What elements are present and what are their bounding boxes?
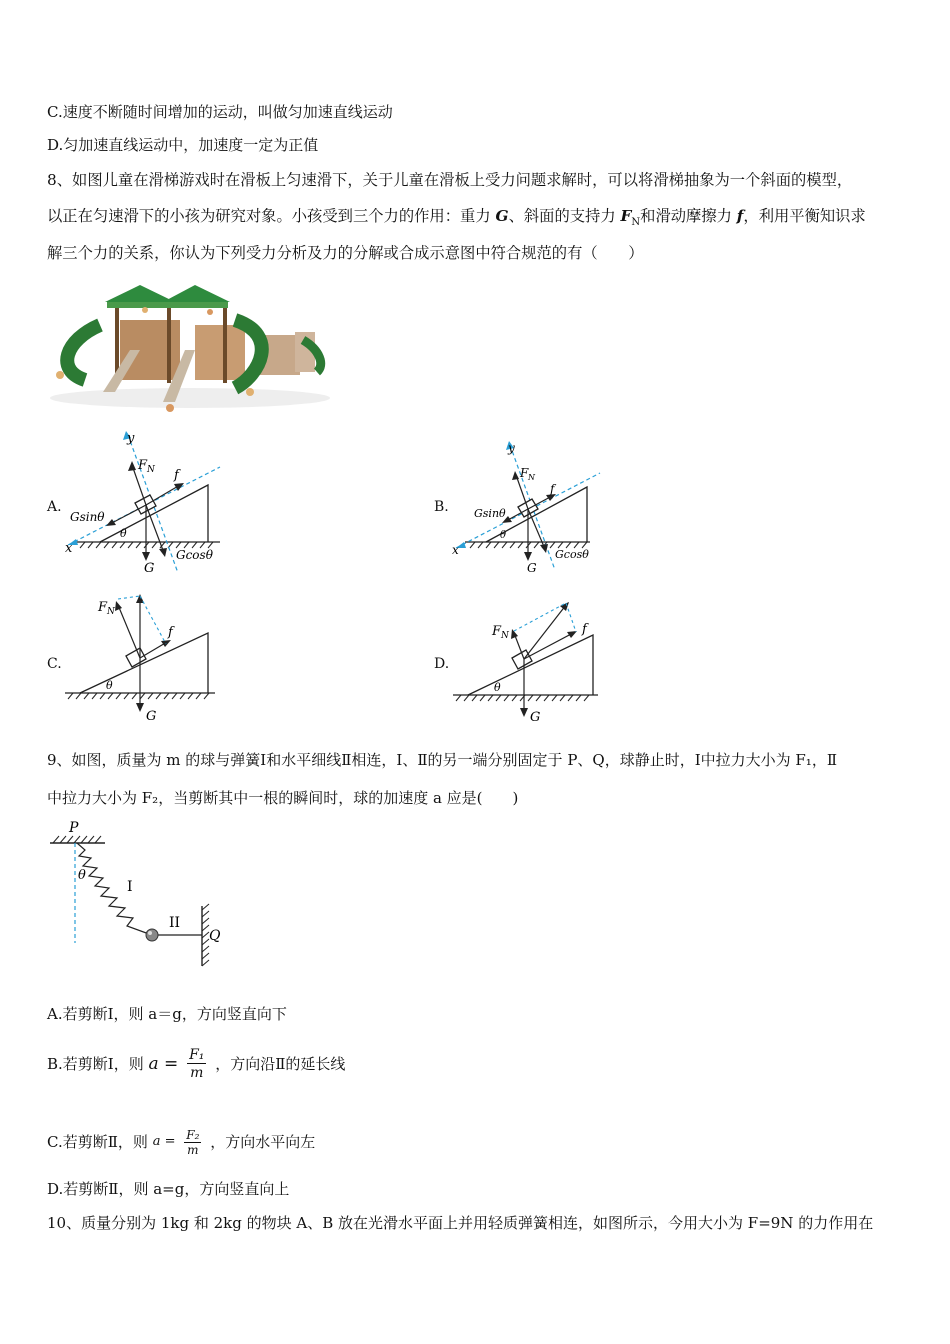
axis-x: x xyxy=(65,541,73,556)
q8-line2-d: ，利用平衡知识求 xyxy=(743,207,866,225)
q9-option-b-fraction xyxy=(187,1047,206,1082)
q8-line2-G: G xyxy=(495,207,509,225)
q8-line2-c: 和滑动摩擦力 xyxy=(640,207,737,225)
q8-option-b-label: B. xyxy=(434,499,449,515)
label-gcos: Gcosθ xyxy=(555,548,589,561)
q9-option-d: D.若剪断Ⅱ，则 a=g，方向竖直向上 xyxy=(47,1180,290,1198)
label-fn-sub: N xyxy=(501,631,509,641)
axis-y: y xyxy=(127,431,135,446)
label-gcos: Gcosθ xyxy=(176,548,213,562)
q9-option-b-pre: B.若剪断Ⅰ，则 xyxy=(47,1055,144,1073)
q8-option-c-label: C. xyxy=(47,656,62,672)
q9-option-b-den: m xyxy=(190,1064,204,1081)
q7-option-d: D.匀加速直线运动中，加速度一定为正值 xyxy=(47,136,319,154)
label-fn: F xyxy=(98,600,108,615)
q8-diagram-d xyxy=(448,595,608,730)
label-fn: F xyxy=(520,466,529,480)
q9-option-b-post: ，方向沿Ⅱ的延长线 xyxy=(215,1055,346,1073)
label-string-ii: II xyxy=(169,915,181,931)
q8-stem-line2 xyxy=(47,206,866,233)
q8-line2-FN-sub: N xyxy=(631,217,641,229)
label-p: P xyxy=(69,820,79,836)
q8-diagram-b xyxy=(450,435,610,575)
q8-stem-line3: 解三个力的关系，你认为下列受力分析及力的分解或合成示意图中符合规范的有（ ） xyxy=(47,244,644,262)
label-g: G xyxy=(146,709,157,724)
q9-option-c xyxy=(47,1118,315,1164)
q8-line2-a: 以正在匀速滑下的小孩为研究对象。小孩受到三个力的作用：重力 xyxy=(47,207,496,225)
q9-stem-line1: 9、如图，质量为 m 的球与弹簧Ⅰ和水平细线Ⅱ相连，Ⅰ、Ⅱ的另一端分别固定于 P、Q，球静止时，Ⅰ中拉力大小为 F₁，Ⅱ xyxy=(47,751,838,769)
label-g: G xyxy=(527,561,537,575)
label-fn: F xyxy=(492,624,502,639)
q9-option-a: A.若剪断Ⅰ，则 a＝g，方向竖直向下 xyxy=(47,1005,287,1023)
q8-line2-b: 、斜面的支持力 xyxy=(508,207,621,225)
label-g: G xyxy=(144,561,155,576)
label-theta: θ xyxy=(120,527,127,540)
q8-line2-f: f xyxy=(736,207,744,225)
q9-stem-line2: 中拉力大小为 F₂，当剪断其中一根的瞬间时，球的加速度 a 应是( ) xyxy=(47,789,519,807)
label-fn: F xyxy=(138,458,148,473)
q9-option-c-fraction xyxy=(184,1128,201,1157)
q9-option-b-a: a = xyxy=(148,1054,179,1074)
q9-option-c-pre: C.若剪断Ⅱ，则 xyxy=(47,1133,148,1151)
label-theta: θ xyxy=(500,530,507,541)
q8-line2-FN: F xyxy=(620,207,632,225)
label-theta: θ xyxy=(106,679,113,692)
label-f: f xyxy=(168,625,173,640)
label-fn-sub: N xyxy=(528,473,535,482)
label-f: f xyxy=(582,622,587,637)
axis-y: y xyxy=(508,441,515,455)
label-fn-sub: N xyxy=(107,607,115,617)
q9-option-c-den: m xyxy=(187,1142,199,1157)
label-spring-i: I xyxy=(127,879,133,895)
q8-diagram-a xyxy=(60,425,240,575)
label-fn-sub: N xyxy=(147,465,155,475)
label-f: f xyxy=(550,482,555,496)
axis-x: x xyxy=(452,543,459,557)
q8-diagram-c xyxy=(60,590,230,730)
label-gsin: Gsinθ xyxy=(474,507,506,520)
q9-option-c-num: F₂ xyxy=(186,1127,200,1142)
q9-option-b xyxy=(47,1040,345,1086)
q8-stem-line1: 8、如图儿童在滑梯游戏时在滑板上匀速滑下，关于儿童在滑板上受力问题求解时，可以将滑梯抽象为一个斜面的模型， xyxy=(47,171,853,189)
label-theta: θ xyxy=(78,868,86,883)
label-f: f xyxy=(174,468,179,483)
q8-option-a-label: A. xyxy=(47,499,62,515)
q9-option-b-num: F₁ xyxy=(189,1046,205,1063)
q9-spring-diagram xyxy=(45,818,235,968)
playground-illustration xyxy=(45,280,335,420)
q8-option-d-label: D. xyxy=(434,656,450,672)
q9-option-c-post: ，方向水平向左 xyxy=(210,1133,316,1151)
label-q: Q xyxy=(209,928,221,944)
label-theta: θ xyxy=(494,681,501,694)
label-gsin: Gsinθ xyxy=(70,510,105,524)
q7-option-c: C.速度不断随时间增加的运动，叫做匀加速直线运动 xyxy=(47,103,393,121)
q9-option-c-a: a = xyxy=(152,1134,176,1149)
q10-stem-line1: 10、质量分别为 1kg 和 2kg 的物块 A、B 放在光滑水平面上并用轻质弹簧相连，如图所示，今用大小为 F=9N 的力作用在 xyxy=(47,1214,874,1232)
label-g: G xyxy=(530,710,541,725)
